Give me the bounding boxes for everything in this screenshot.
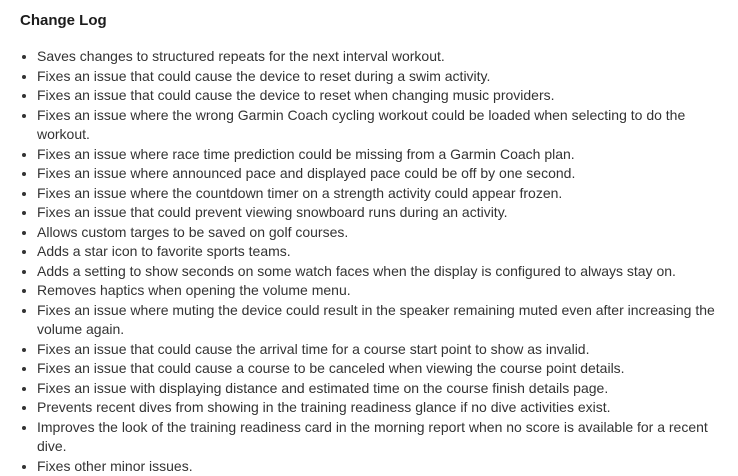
changelog-item: • Adds a star icon to favorite sports teams. <box>37 242 718 262</box>
changelog-item: • Saves changes to structured repeats for the next interval workout. <box>37 47 718 67</box>
changelog-item: • Fixes an issue that could prevent viewing snowboard runs during an activity. <box>37 203 718 223</box>
changelog-item: • Fixes an issue with displaying distance and estimated time on the course finish details page. <box>37 379 718 399</box>
changelog-item: • Improves the look of the training readiness card in the morning report when no score is available for a recent dive. <box>37 418 718 457</box>
changelog-item: • Fixes an issue that could cause a course to be canceled when viewing the course point details. <box>37 359 718 379</box>
changelog-item: • Allows custom targes to be saved on golf courses. <box>37 223 718 243</box>
page-title: Change Log <box>20 12 718 30</box>
changelog-item: • Fixes an issue where announced pace and displayed pace could be off by one second. <box>37 164 718 184</box>
changelog-item: • Fixes an issue where muting the device could result in the speaker remaining muted even after increasing the volume again. <box>37 301 718 340</box>
changelog-item: • Removes haptics when opening the volume menu. <box>37 281 718 301</box>
changelog-item: • Fixes an issue that could cause the device to reset during a swim activity. <box>37 67 718 87</box>
changelog-list <box>20 47 718 476</box>
changelog-item: • Fixes an issue where the countdown timer on a strength activity could appear frozen. <box>37 184 718 204</box>
changelog-item: • Fixes an issue where the wrong Garmin Coach cycling workout could be loaded when selecting to do the workout. <box>37 106 718 145</box>
changelog-item: • Fixes other minor issues. <box>37 457 718 476</box>
changelog-item: • Adds a setting to show seconds on some watch faces when the display is configured to always stay on. <box>37 262 718 282</box>
changelog-item: • Fixes an issue that could cause the arrival time for a course start point to show as invalid. <box>37 340 718 360</box>
changelog-item: • Fixes an issue where race time prediction could be missing from a Garmin Coach plan. <box>37 145 718 165</box>
changelog-item: • Prevents recent dives from showing in the training readiness glance if no dive activities exist. <box>37 398 718 418</box>
changelog-item: • Fixes an issue that could cause the device to reset when changing music providers. <box>37 86 718 106</box>
